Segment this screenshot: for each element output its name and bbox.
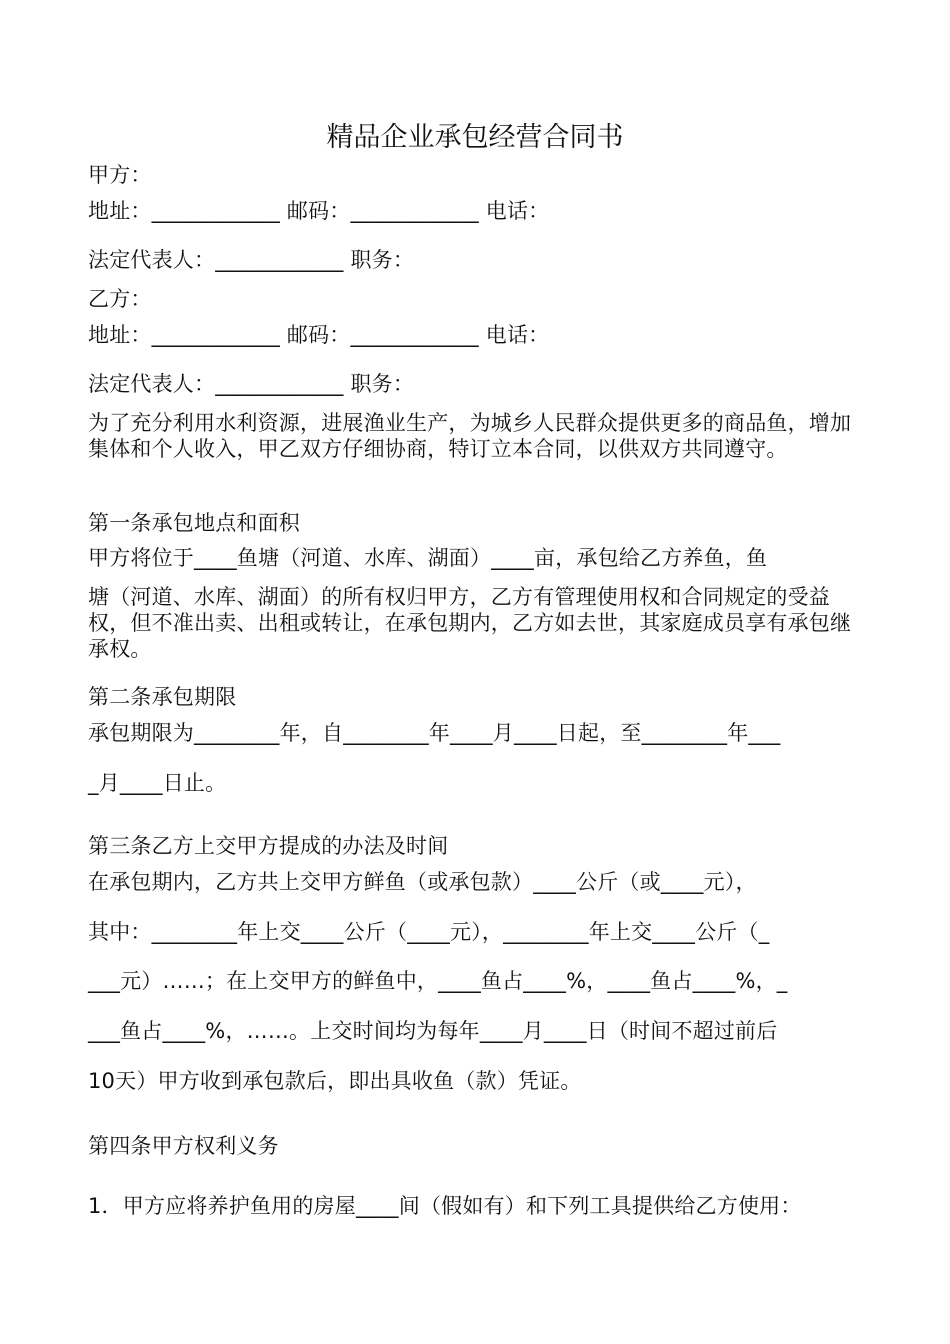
article-1-heading: 第一条承包地点和面积 xyxy=(88,511,300,535)
party-b-representative-line: 法定代表人：____________ 职务： xyxy=(88,372,415,396)
article-2-text-line-2: _月____日止。 xyxy=(88,771,227,795)
party-a-address-line: 地址：____________ 邮码：____________ 电话： xyxy=(88,199,550,223)
document-title: 精品企业承包经营合同书 xyxy=(326,122,624,153)
article-1-text-line-1: 甲方将位于____鱼塘（河道、水库、湖面）____亩，承包给乙方养鱼，鱼 xyxy=(88,546,768,570)
party-b-address-line: 地址：____________ 邮码：____________ 电话： xyxy=(88,323,550,347)
preamble-paragraph: 为了充分利用水利资源，进展渔业生产，为城乡人民群众提供更多的商品鱼，增加集体和个人收入，甲乙双方仔细协商，特订立本合同，以供双方共同遵守。 xyxy=(88,411,852,461)
article-2-heading: 第二条承包期限 xyxy=(88,685,237,709)
article-4-heading: 第四条甲方权利义务 xyxy=(88,1134,279,1158)
article-3-text-line-1: 在承包期内，乙方共上交甲方鲜鱼（或承包款）____公斤（或____元）， xyxy=(88,870,757,894)
article-3-text-line-4: ___鱼占____%，……。上交时间均为每年____月____日（时间不超过前后 xyxy=(88,1019,778,1043)
article-3-text-line-3: ___元）……；在上交甲方的鲜鱼中，____鱼占____%，____鱼占____%，_ xyxy=(88,969,788,993)
article-4-item-1: 1．甲方应将养护鱼用的房屋____间（假如有）和下列工具提供给乙方使用： xyxy=(88,1194,802,1218)
article-2-text-line-1: 承包期限为________年，自________年____月____日起，至________年___ xyxy=(88,721,781,745)
article-3-heading: 第三条乙方上交甲方提成的办法及时间 xyxy=(88,834,449,858)
party-a-label: 甲方： xyxy=(88,163,152,187)
party-a-representative-line: 法定代表人：____________ 职务： xyxy=(88,248,415,272)
article-3-text-line-2: 其中：________年上交____公斤（____元），________年上交____公斤（_ xyxy=(88,920,770,944)
party-b-label: 乙方： xyxy=(88,287,152,311)
article-1-text-rest: 塘（河道、水库、湖面）的所有权归甲方，乙方有管理使用权和合同规定的受益权，但不准出卖、出租或转让，在承包期内，乙方如去世，其家庭成员享有承包继承权。 xyxy=(88,585,852,661)
article-3-text-line-5: 10天）甲方收到承包款后，即出具收鱼（款）凭证。 xyxy=(88,1069,582,1093)
